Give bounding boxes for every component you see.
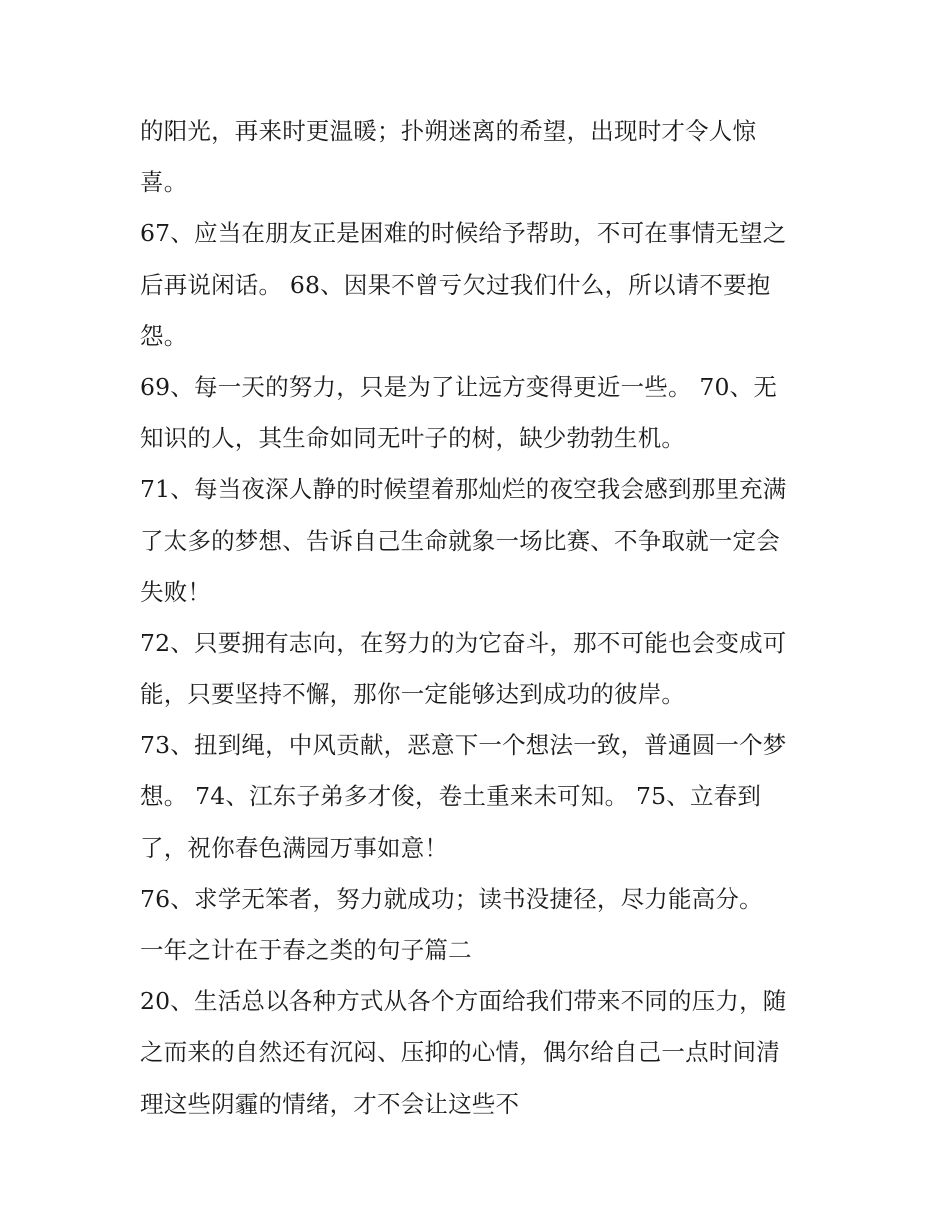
text-line: 20、生活总以各种方式从各个方面给我们带来不同的压力，随	[140, 987, 787, 1016]
text-line: 后再说闲话。 68、因果不曾亏欠过我们什么，所以请不要抱	[140, 270, 771, 299]
section-heading: 一年之计在于春之类的句子篇二	[140, 936, 472, 964]
document-body	[140, 106, 820, 1130]
text-line: 的阳光，再来时更温暖；扑朔迷离的希望，出现时才令人惊	[140, 117, 757, 145]
text-line: 72、只要拥有志向，在努力的为它奋斗，那不可能也会变成可	[140, 628, 787, 657]
text-line: 失败！	[140, 577, 212, 606]
text-line: 喜。	[140, 168, 188, 197]
text-line: 了，祝你春色满园万事如意！	[140, 833, 449, 862]
text-line: 想。 74、江东子弟多才俊，卷土重来未可知。 75、立春到	[140, 782, 762, 811]
text-line: 71、每当夜深人静的时候望着那灿烂的夜空我会感到那里充满	[140, 475, 787, 504]
text-line: 怨。	[140, 321, 188, 350]
text-line: 了太多的梦想、告诉自己生命就象一场比赛、不争取就一定会	[140, 526, 780, 555]
text-line: 69、每一天的努力，只是为了让远方变得更近一些。 70、无	[140, 372, 778, 401]
text-line: 67、应当在朋友正是困难的时候给予帮助，不可在事情无望之	[140, 219, 787, 248]
text-line: 之而来的自然还有沉闷、压抑的心情，偶尔给自己一点时间清	[140, 1038, 780, 1067]
text-line: 73、扭到绳，中风贡献，恶意下一个想法一致，普通圆一个梦	[140, 731, 787, 760]
text-line: 理这些阴霾的情绪，才不会让这些不	[140, 1089, 520, 1118]
text-line: 知识的人，其生命如同无叶子的树，缺少勃勃生机。	[140, 424, 686, 453]
text-line: 能，只要坚持不懈，那你一定能够达到成功的彼岸。	[140, 680, 686, 709]
text-line: 76、求学无笨者，努力就成功；读书没捷径，尽力能高分。	[140, 884, 763, 913]
